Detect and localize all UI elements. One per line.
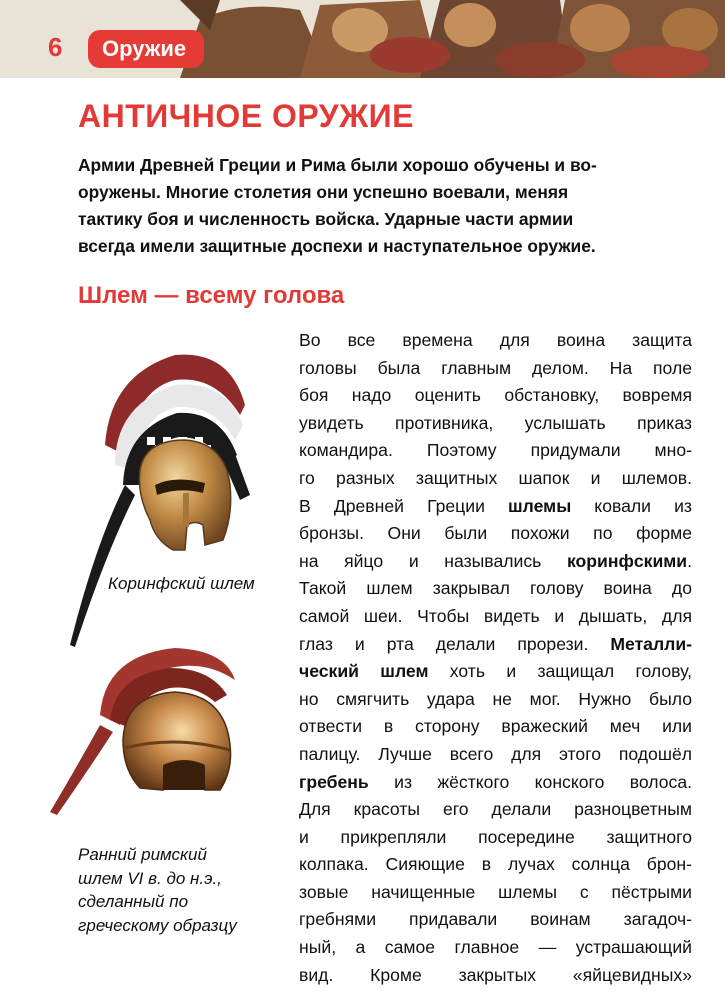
page-title: АНТИЧНОЕ ОРУЖИЕ	[78, 98, 414, 134]
body-line: го разных защитных шапок и шлемов.	[299, 467, 692, 488]
lead-line: Армии Древней Греции и Рима были хорошо обучены и во-	[78, 155, 597, 175]
body-line: головы была главным делом. На поле	[299, 357, 692, 378]
corinthian-helmet-caption: Коринфский шлем	[108, 574, 255, 593]
body-line: глаз и рта делали прорези. Металли-	[299, 633, 692, 654]
lead-line: тактику боя и численность войска. Ударные части армии	[78, 209, 574, 229]
body-line: боя надо оценить обстановку, вовремя	[299, 385, 692, 406]
body-line: зовые начищенные шлемы с пёстрыми	[299, 881, 692, 902]
section-label: Оружие	[88, 30, 204, 68]
corinthian-helmet-image	[55, 345, 255, 665]
body-line: увидеть противника, услышать приказ	[299, 412, 692, 433]
body-line: и прикрепляли посередине защитного	[299, 826, 692, 847]
caption-line: греческому образцу	[78, 915, 237, 935]
caption-line: сделанный по	[78, 892, 189, 911]
lead-paragraph	[78, 152, 678, 260]
body-line: на яйцо и назывались коринфскими.	[299, 550, 692, 571]
body-paragraph	[299, 327, 692, 989]
roman-helmet-caption	[78, 843, 237, 937]
caption-line: шлем VI в. до н.э.,	[78, 868, 222, 888]
body-line: командира. Поэтому придумали мно-	[299, 440, 692, 461]
body-line: колпака. Сияющие в лучах солнца брон-	[299, 854, 692, 875]
body-line: палицу. Лучше всего для этого подошёл	[299, 743, 692, 764]
body-line: Для красоты его делали разноцветным	[299, 799, 692, 820]
body-line: ческий шлем хоть и защищал голову,	[299, 661, 693, 682]
lead-line: оружены. Многие столетия они успешно воевали, меняя	[78, 182, 569, 202]
lead-line: всегда имели защитные доспехи и наступательное оружие.	[78, 236, 596, 256]
page-number: 6	[48, 32, 63, 62]
body-line: гребнями придавали воинам загадоч-	[299, 909, 692, 930]
body-line: но смягчить удара не мог. Нужно было	[299, 688, 692, 709]
body-line: самой шеи. Чтобы видеть и дышать, для	[299, 605, 692, 626]
body-line: Во все времена для воина защита	[299, 330, 692, 350]
body-line: Такой шлем закрывал голову воина до	[299, 578, 692, 599]
body-line: В Древней Греции шлемы ковали из	[299, 495, 692, 516]
body-line: бронзы. Они были похожи по форме	[299, 523, 692, 544]
roman-helmet-image	[45, 640, 245, 820]
body-line: вид. Кроме закрытых «яйцевидных»	[299, 964, 692, 985]
caption-line: Ранний римский	[78, 845, 207, 864]
body-line: отвести в сторону вражеский меч или	[299, 716, 692, 737]
body-line: ный, а самое главное — устрашающий	[299, 937, 692, 958]
body-line: гребень из жёсткого конского волоса.	[299, 771, 692, 792]
section-subheading: Шлем — всему голова	[78, 282, 345, 309]
